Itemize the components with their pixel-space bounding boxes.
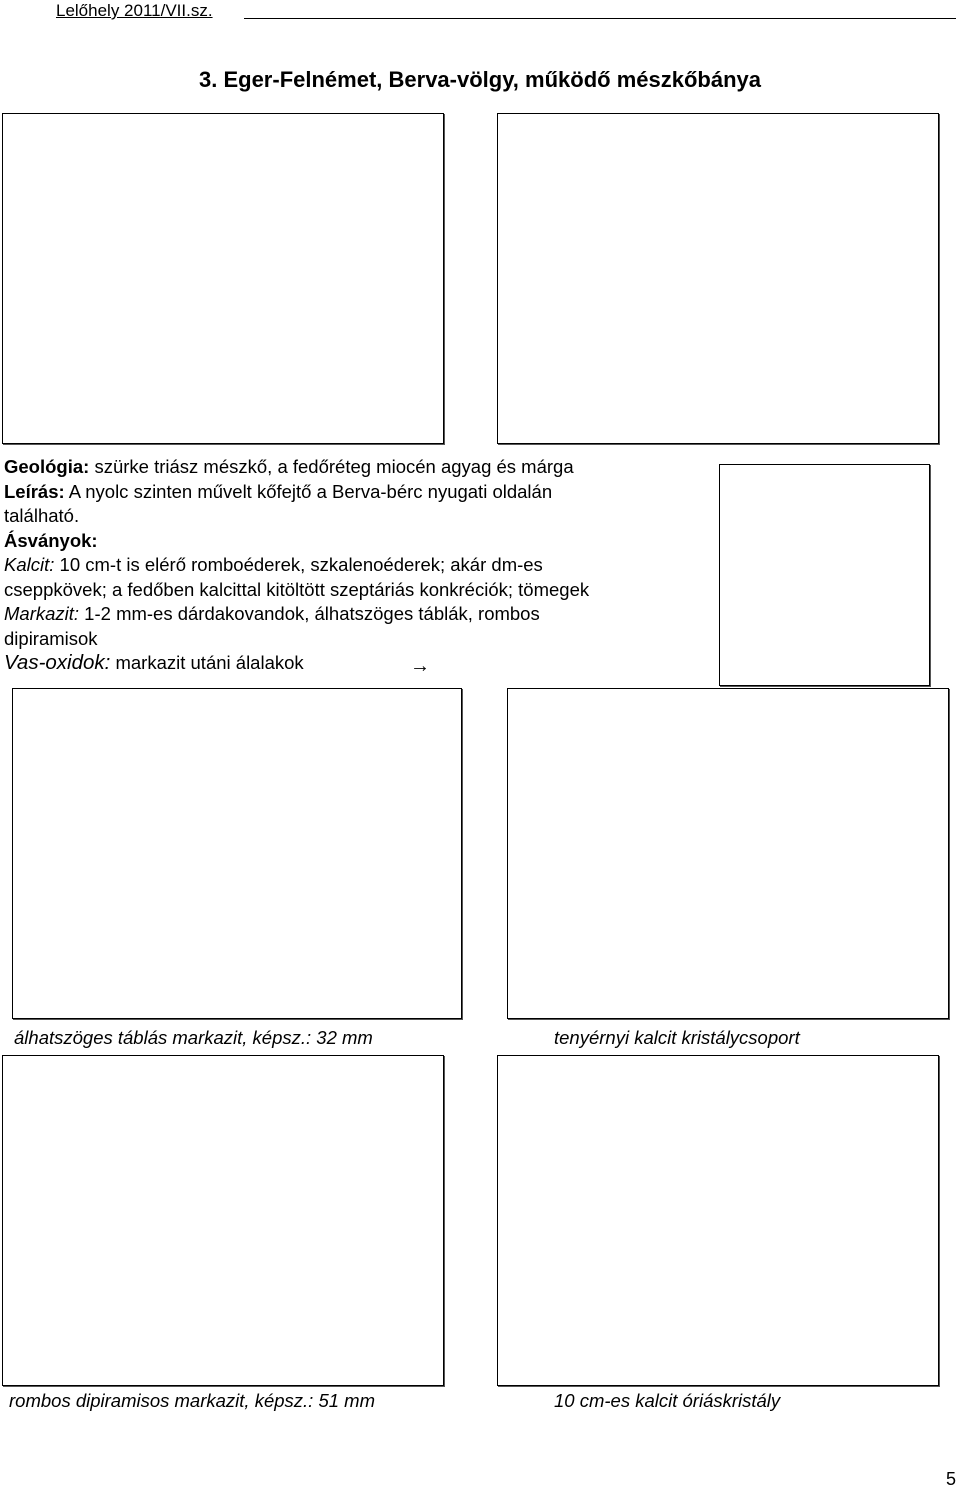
locality-description [4, 455, 704, 676]
geology-text: szürke triász mészkő, a fedőréteg miocén agyag és márga [89, 456, 574, 477]
caption-kalcit-oriaskristaly: 10 cm-es kalcit óriáskristály [554, 1390, 781, 1411]
page-title: 3. Eger-Felnémet, Berva-völgy, működő mészkőbánya [199, 67, 761, 92]
geology-label: Geológia: [4, 456, 90, 477]
photo-frame-top-right [497, 113, 939, 444]
description-text-1: A nyolc szinten művelt kőfejtő a Berva-bérc nyugati oldalán [64, 480, 553, 502]
vasoxidok-text: markazit utáni álalakok [110, 652, 304, 673]
photo-frame-kalcit-csoport [507, 688, 949, 1019]
vasoxidok-name: Vas-oxidok: [4, 651, 111, 674]
caption-kalcit-csoport: tenyérnyi kalcit kristálycsoport [554, 1027, 800, 1048]
description-line [4, 480, 704, 505]
markazit-line [4, 602, 704, 627]
photo-frame-side [719, 464, 930, 686]
description-label: Leírás: [4, 480, 65, 502]
caption-markazit-tablas: álhatszöges táblás markazit, képsz.: 32 mm [14, 1027, 373, 1048]
photo-frame-top-left [2, 113, 444, 444]
kalcit-line-2: cseppkövek; a fedőben kalcittal kitöltött szeptáriás konkréciók; tömegek [4, 578, 590, 600]
vasoxidok-line [4, 651, 704, 676]
photo-frame-markazit-tablas [12, 688, 462, 1019]
markazit-text-1: 1-2 mm-es dárdakovandok, álhatszöges táblák, rombos [79, 603, 540, 624]
markazit-line-2: dipiramisok [4, 627, 98, 649]
arrow-right-icon: → [410, 655, 430, 677]
page-number: 5 [945, 1469, 956, 1489]
geology-line [4, 455, 704, 480]
photo-frame-markazit-dipiramis [2, 1055, 444, 1386]
source-header: Lelőhely 2011/VII.sz. [56, 1, 213, 20]
kalcit-line [4, 553, 704, 578]
photo-frame-kalcit-oriaskristaly [497, 1055, 939, 1386]
minerals-heading: Ásványok: [4, 529, 98, 551]
kalcit-name: Kalcit: [4, 554, 55, 575]
caption-markazit-dipiramis: rombos dipiramisos markazit, képsz.: 51 mm [9, 1390, 375, 1411]
description-line-2: található. [4, 505, 80, 526]
header-rule [244, 18, 956, 19]
markazit-name: Markazit: [4, 603, 80, 624]
kalcit-text-1: 10 cm-t is elérő romboéderek, szkalenoéderek; akár dm-es [54, 554, 543, 575]
